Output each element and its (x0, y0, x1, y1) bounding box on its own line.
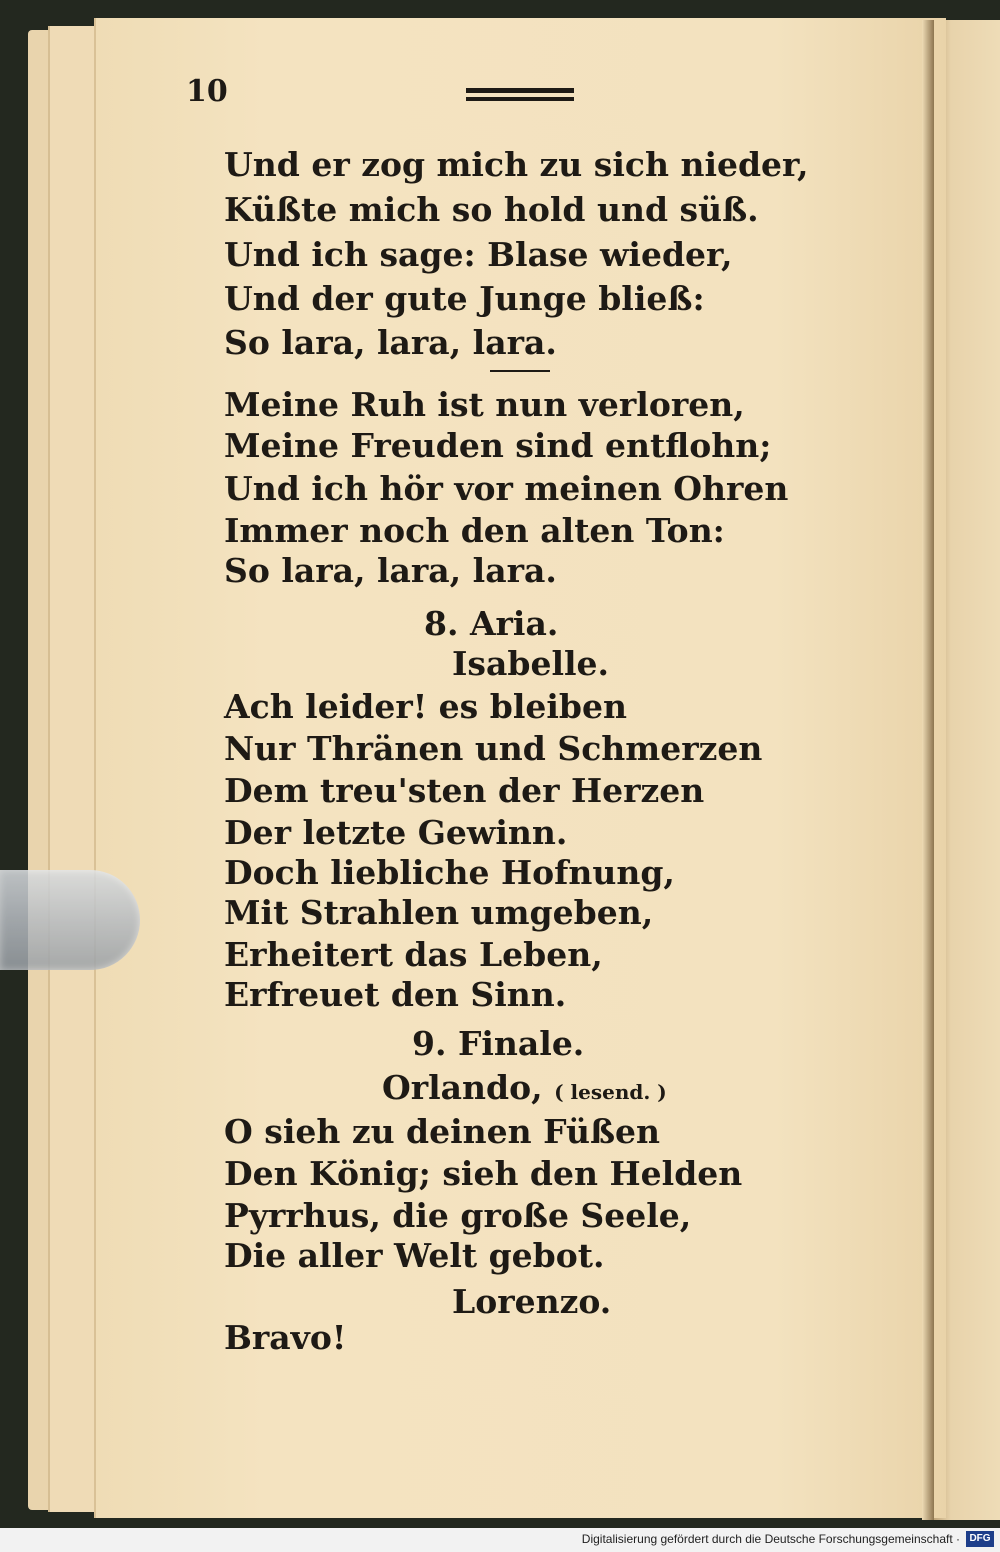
aria-speaker: Isabelle. (452, 644, 610, 683)
verse-line: Den König; sieh den Helden (224, 1154, 743, 1193)
verse-line: Erheitert das Leben, (224, 935, 603, 974)
verse-line: Die aller Welt gebot. (224, 1236, 605, 1275)
verse-line: Meine Ruh ist nun verloren, (224, 385, 745, 424)
header-rule (466, 88, 574, 93)
stage-direction: ( lesend. ) (554, 1080, 667, 1104)
page-clip (0, 870, 140, 970)
verse-line: Doch liebliche Hofnung, (224, 853, 675, 892)
verse-line: Pyrrhus, die große Seele, (224, 1196, 692, 1235)
verse-line: So lara, lara, lara. (224, 323, 557, 362)
verse-line: Meine Freuden sind entflohn; (224, 426, 772, 465)
speaker-lorenzo: Lorenzo. (452, 1282, 612, 1321)
dfg-logo: DFG (966, 1531, 994, 1547)
verse-line: Nur Thränen und Schmerzen (224, 729, 763, 768)
verse-line: O sieh zu deinen Füßen (224, 1112, 661, 1151)
header-rule (466, 97, 574, 101)
verse-line: Und ich sage: Blase wieder, (224, 235, 733, 274)
verse-line: Der letzte Gewinn. (224, 813, 568, 852)
verse-line: Erfreuet den Sinn. (224, 975, 567, 1014)
verse-line: Immer noch den alten Ton: (224, 511, 725, 550)
finale-speaker (382, 1068, 667, 1107)
speaker-name: Orlando, (382, 1068, 543, 1107)
verse-line: Mit Strahlen umgeben, (224, 893, 654, 932)
aria-heading: 8. Aria. (424, 604, 559, 643)
stanza-divider (490, 370, 550, 372)
book-gutter (922, 20, 934, 1520)
finale-heading: 9. Finale. (412, 1024, 585, 1063)
verse-line: Und ich hör vor meinen Ohren (224, 469, 789, 508)
verse-line: So lara, lara, lara. (224, 551, 557, 590)
verse-line: Und der gute Junge bließ: (224, 279, 705, 318)
page-number: 10 (186, 74, 228, 109)
verse-line: Bravo! (224, 1318, 347, 1357)
verse-line: Ach leider! es bleiben (224, 687, 627, 726)
verse-line: Küßte mich so hold und süß. (224, 190, 759, 229)
verse-line: Und er zog mich zu sich nieder, (224, 145, 809, 184)
footer-credit: Digitalisierung gefördert durch die Deutsche Forschungsgemeinschaft · (581, 1532, 960, 1546)
verse-line: Dem treu'sten der Herzen (224, 771, 705, 810)
